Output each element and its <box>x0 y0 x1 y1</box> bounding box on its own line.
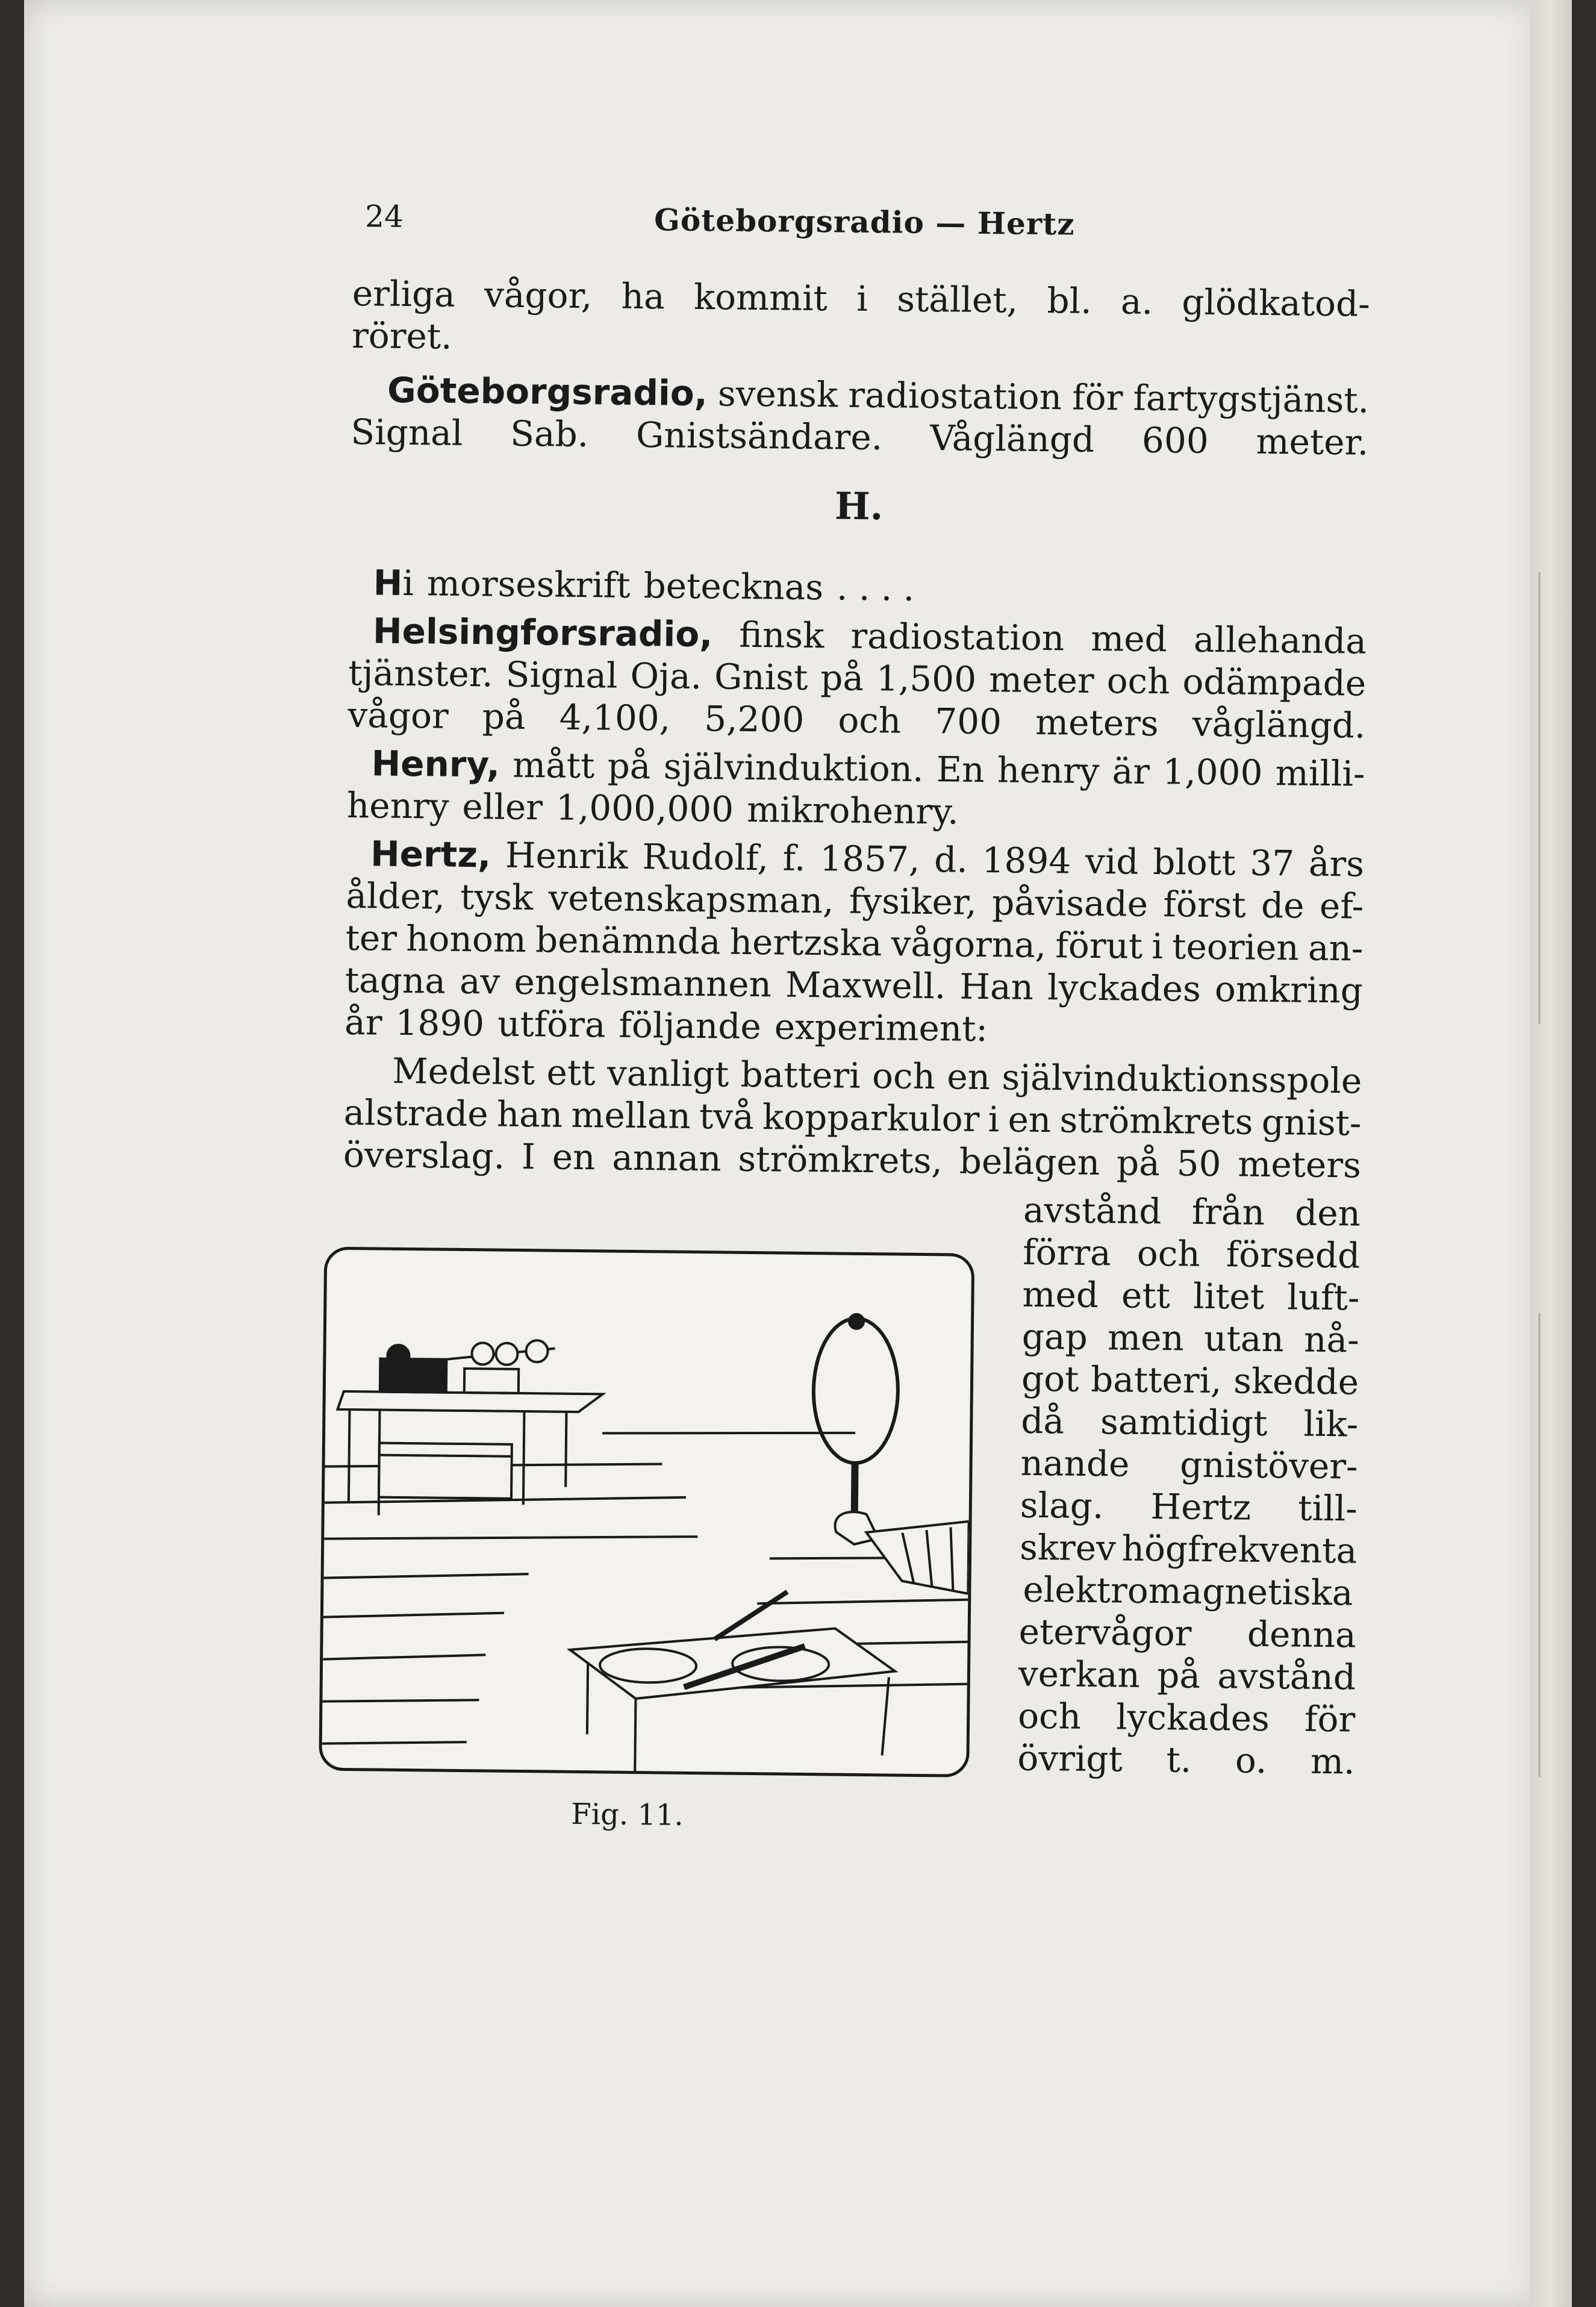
page-edge <box>1530 0 1572 2307</box>
word: Signal <box>351 411 463 454</box>
word: henry <box>997 749 1100 792</box>
word: skedde <box>1233 1360 1359 1403</box>
word: för <box>1304 1698 1356 1740</box>
word: högfrekventa <box>1121 1528 1358 1572</box>
word: strömkrets, <box>738 1138 943 1182</box>
word: mått <box>512 744 595 787</box>
word: i <box>1152 925 1164 967</box>
word: två <box>699 1096 755 1138</box>
word: ett <box>1121 1275 1171 1317</box>
word: en <box>947 1056 991 1098</box>
word: avstånd <box>1023 1189 1162 1232</box>
word: röret. <box>351 314 452 357</box>
word: meter <box>988 659 1095 701</box>
word: för <box>1071 376 1123 419</box>
word: övrigt <box>1017 1737 1123 1780</box>
word: till- <box>1297 1487 1358 1529</box>
word: nande <box>1020 1442 1130 1485</box>
word: och <box>1017 1695 1082 1737</box>
word: an- <box>1308 927 1364 969</box>
word: först <box>1163 884 1246 926</box>
word: avstånd <box>1217 1655 1356 1698</box>
word: radiostation <box>850 615 1065 659</box>
word: engelsmannen <box>514 961 772 1005</box>
word: elektromagnetiska <box>1023 1569 1353 1614</box>
word: överslag. <box>343 1134 505 1177</box>
word: alstrade <box>343 1091 488 1135</box>
word: eller <box>462 785 543 828</box>
word: 1,000 <box>1162 751 1263 793</box>
text-line <box>1018 1609 1356 1658</box>
word: Rudolf, <box>642 836 769 879</box>
word: . . . . <box>836 567 915 609</box>
word: kopparkulor <box>762 1096 980 1140</box>
word: En <box>936 749 985 791</box>
word: betecknas <box>643 565 824 608</box>
word: omkring <box>1214 969 1364 1011</box>
word: f. <box>782 837 806 879</box>
word: 1894 <box>982 839 1071 882</box>
word: belägen <box>959 1140 1100 1184</box>
word: och <box>871 1055 936 1097</box>
word: den <box>1294 1192 1361 1234</box>
word: odämpade <box>1182 661 1367 704</box>
word: på <box>820 657 864 699</box>
word: Sab. <box>510 413 589 455</box>
word: radiostation <box>847 374 1062 418</box>
word: Oja. <box>630 655 702 698</box>
entry-headword: Henry, <box>371 743 500 785</box>
word: t. <box>1166 1739 1192 1781</box>
word: annan <box>612 1137 722 1179</box>
word: Hertz <box>1150 1485 1252 1528</box>
word: ter <box>345 917 397 959</box>
word: ha <box>621 275 665 317</box>
word: mellan <box>571 1094 691 1137</box>
word: av <box>459 960 500 1002</box>
word: är <box>1112 751 1150 792</box>
word: Våglängd <box>929 417 1095 460</box>
word: nå- <box>1303 1319 1360 1361</box>
word: allehanda <box>1193 619 1367 662</box>
word: vågorna, <box>891 923 1047 966</box>
text-line <box>1022 1272 1360 1320</box>
word: försedd <box>1226 1234 1361 1276</box>
word: Henrik <box>505 834 628 877</box>
hertz-apparatus-illustration <box>322 1250 971 1775</box>
word: meters <box>1238 1143 1362 1186</box>
word: Maxwell. <box>785 964 946 1007</box>
word: gap <box>1021 1316 1088 1358</box>
word: från <box>1191 1191 1265 1233</box>
word: självinduktion. <box>663 746 924 790</box>
word: samtidigt <box>1100 1401 1268 1444</box>
word: vågor, <box>484 274 593 317</box>
entry-headword: Hertz, <box>370 833 491 876</box>
word: de <box>1261 884 1305 926</box>
word: blott <box>1152 841 1236 884</box>
text-line <box>1017 1736 1355 1784</box>
word: i <box>856 278 868 319</box>
word: tagna <box>344 959 446 1002</box>
figure-caption: Fig. 11. <box>571 1797 684 1832</box>
section-heading: H. <box>834 484 884 529</box>
word: Gnist <box>714 656 808 698</box>
word: morseskrift <box>426 563 631 606</box>
word: Signal <box>505 654 618 696</box>
binding-stitch <box>1538 572 1541 1024</box>
word: o. <box>1235 1740 1267 1782</box>
word: hertzska <box>729 921 882 964</box>
word: batteri <box>740 1054 861 1096</box>
text-line <box>1021 1356 1359 1405</box>
word: påvisade <box>991 882 1149 925</box>
word: ef- <box>1319 885 1364 927</box>
text-line <box>1018 1652 1356 1700</box>
word: honom <box>405 917 527 961</box>
word: års <box>1308 843 1365 885</box>
word: vetenskapsman, <box>548 877 834 922</box>
word: verkan <box>1018 1653 1141 1696</box>
word: vanligt <box>606 1052 729 1095</box>
word: benämnda <box>535 919 721 963</box>
word: I <box>521 1135 536 1178</box>
word: finsk <box>739 614 824 657</box>
word: år <box>344 1001 382 1043</box>
word: bl. <box>1047 280 1092 322</box>
word: vid <box>1085 840 1139 882</box>
word: litet <box>1192 1275 1265 1317</box>
word: strömkrets <box>1059 1099 1253 1143</box>
text-line <box>1021 1314 1359 1363</box>
word: med <box>1090 617 1168 660</box>
word: slag. <box>1020 1484 1104 1527</box>
word: teorien <box>1171 926 1300 969</box>
word: 600 <box>1141 419 1209 461</box>
word: etervågor <box>1018 1611 1192 1654</box>
word: och <box>838 699 902 741</box>
text-line <box>1023 1230 1361 1278</box>
text-line <box>1019 1567 1357 1616</box>
word: 1857, <box>820 838 920 880</box>
word: 1,500 <box>876 658 977 700</box>
word: mikrohenry. <box>746 788 959 832</box>
word: förra <box>1022 1231 1112 1274</box>
word: 4,100, <box>559 696 671 739</box>
running-head-title: Göteborgsradio — Hertz <box>653 202 1075 242</box>
word: glödkatod- <box>1182 281 1371 325</box>
word: m. <box>1310 1740 1355 1782</box>
word: Han <box>959 966 1034 1008</box>
word: Medelst <box>392 1050 535 1093</box>
word: fartygstjänst. <box>1133 377 1370 421</box>
binding-stitch <box>1538 1313 1541 1777</box>
word: följande <box>619 1004 762 1047</box>
word: självinduktionsspole <box>1002 1057 1362 1102</box>
text-line <box>1020 1441 1358 1489</box>
word: milli- <box>1275 752 1365 794</box>
word: han <box>496 1093 563 1135</box>
word: och <box>1106 660 1170 702</box>
word: förut <box>1055 925 1143 967</box>
figure-hertz-experiment <box>319 1247 974 1778</box>
word: ålder, <box>346 875 446 917</box>
text-line <box>1018 1694 1356 1742</box>
text-line <box>1020 1525 1358 1573</box>
word: experiment: <box>774 1006 988 1050</box>
word: på <box>1116 1142 1161 1184</box>
word: meter. <box>1256 420 1369 463</box>
word: ett <box>546 1052 596 1094</box>
word: utföra <box>497 1003 606 1046</box>
word: kommit <box>693 276 828 319</box>
text-line <box>1021 1399 1359 1447</box>
word: en <box>1008 1099 1052 1141</box>
word: tysk <box>460 876 534 919</box>
word: stället, <box>896 278 1018 321</box>
entry-headword: Göteborgsradio, <box>387 369 708 414</box>
word: gnist- <box>1261 1101 1362 1144</box>
word: 50 <box>1176 1143 1221 1185</box>
word: lik- <box>1303 1403 1359 1445</box>
text-line <box>1020 1483 1358 1531</box>
word: gnistöver- <box>1179 1444 1358 1487</box>
word: henry <box>346 784 449 827</box>
word: d. <box>934 839 968 881</box>
word: 700 <box>935 701 1002 743</box>
entry-headword: H <box>373 562 403 604</box>
word: got <box>1021 1358 1079 1400</box>
page-number: 24 <box>364 199 404 234</box>
word: våglängd. <box>1192 703 1366 746</box>
word: 37 <box>1249 842 1295 884</box>
word: vågor <box>348 694 449 737</box>
word: skrev <box>1019 1526 1117 1569</box>
word: svensk <box>717 373 838 416</box>
word: 5,200 <box>703 698 805 740</box>
word: tjänster. <box>348 652 494 695</box>
word: en <box>552 1136 596 1178</box>
word: i <box>988 1099 1000 1140</box>
word: batteri, <box>1090 1358 1222 1402</box>
word: fysiker, <box>849 880 977 923</box>
word: 1890 <box>395 1002 485 1044</box>
word: erliga <box>352 272 456 315</box>
word: denna <box>1247 1613 1357 1656</box>
word: meters <box>1035 701 1159 745</box>
word: men <box>1107 1317 1185 1359</box>
word: luft- <box>1286 1276 1360 1319</box>
word: utan <box>1203 1317 1285 1360</box>
text-line <box>1023 1188 1361 1236</box>
word: då <box>1021 1400 1065 1442</box>
word: Gnistsändare. <box>635 414 883 458</box>
word: i <box>402 562 414 604</box>
word: på <box>1156 1655 1201 1696</box>
entry-headword: Helsingforsradio, <box>372 610 713 655</box>
word: lyckades <box>1115 1696 1270 1740</box>
word: 1,000,000 <box>555 787 734 830</box>
word: lyckades <box>1047 967 1202 1010</box>
word: och <box>1136 1232 1200 1275</box>
word: med <box>1022 1273 1099 1316</box>
word: på <box>482 696 526 738</box>
word: a. <box>1120 281 1153 322</box>
word: på <box>607 745 651 787</box>
